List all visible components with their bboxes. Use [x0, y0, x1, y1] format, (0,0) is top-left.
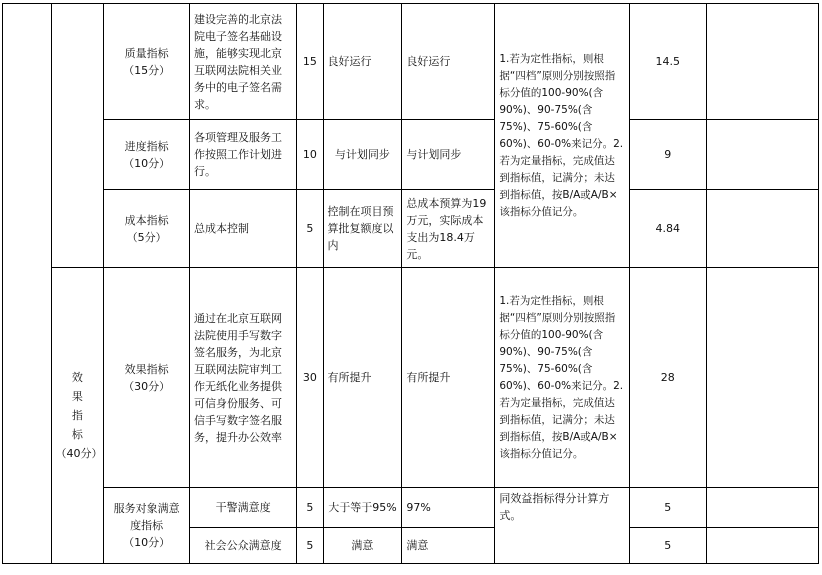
- table-row-quality: [3, 4, 819, 120]
- content-police-satisfaction: 干警满意度: [190, 488, 297, 528]
- table-row-progress: [3, 120, 819, 190]
- remarks-progress: [706, 120, 818, 190]
- table-row-cost: [3, 190, 819, 268]
- scoring-rule-satisfaction: 同效益指标得分计算方式。: [495, 488, 629, 564]
- target-progress: 与计划同步: [323, 120, 402, 190]
- target-public-satisfaction: 满意: [323, 528, 402, 564]
- performance-table: [2, 3, 819, 564]
- remarks-quality: [706, 4, 818, 120]
- target-quality: 良好运行: [323, 4, 402, 120]
- score-cost: 4.84: [629, 190, 706, 268]
- score-progress: 9: [629, 120, 706, 190]
- remarks-public-satisfaction: [706, 528, 818, 564]
- actual-cost: 总成本预算为19万元，实际成本支出为18.4万元。: [402, 190, 495, 268]
- indicator-satisfaction: 服务对象满意度指标 （10分）: [104, 488, 190, 564]
- target-effect: 有所提升: [323, 268, 402, 488]
- effect-category-cell: 效果指标 （40分）: [51, 268, 104, 564]
- output-category-cell: [51, 4, 104, 268]
- indicator-cost: 成本指标 （5分）: [104, 190, 190, 268]
- remarks-effect: [706, 268, 818, 488]
- content-effect: 通过在北京互联网法院使用手写数字签名服务，为北京互联网法院审判工作无纸化业务提供可信身份服务、可信手写数字签名服务，提升办公效率: [190, 268, 297, 488]
- weight-quality: 15: [297, 4, 323, 120]
- indicator-quality: 质量指标 （15分）: [104, 4, 190, 120]
- table-row-effect: [3, 268, 819, 488]
- weight-progress: 10: [297, 120, 323, 190]
- actual-police-satisfaction: 97%: [402, 488, 495, 528]
- weight-effect: 30: [297, 268, 323, 488]
- table-row-satisfaction-police: [3, 488, 819, 528]
- content-quality: 建设完善的北京法院电子签名基础设施，能够实现北京互联网法院相关业务中的电子签名需求。: [190, 4, 297, 120]
- remarks-cost: [706, 190, 818, 268]
- left-margin-cell: [3, 4, 52, 564]
- target-police-satisfaction: 大于等于95%: [323, 488, 402, 528]
- indicator-effect: 效果指标 （30分）: [104, 268, 190, 488]
- actual-progress: 与计划同步: [402, 120, 495, 190]
- actual-public-satisfaction: 满意: [402, 528, 495, 564]
- weight-police-satisfaction: 5: [297, 488, 323, 528]
- weight-public-satisfaction: 5: [297, 528, 323, 564]
- content-cost: 总成本控制: [190, 190, 297, 268]
- score-effect: 28: [629, 268, 706, 488]
- weight-cost: 5: [297, 190, 323, 268]
- actual-quality: 良好运行: [402, 4, 495, 120]
- target-cost: 控制在项目预算批复额度以内: [323, 190, 402, 268]
- actual-effect: 有所提升: [402, 268, 495, 488]
- score-police-satisfaction: 5: [629, 488, 706, 528]
- scoring-rule-effect: 1.若为定性指标，则根据“四档”原则分别按照指标分值的100-90%(含90%)、90-75%(含75%)、75-60%(含60%)、60-0%来记分。2.若为定量指标，完成值达到指标值，记满分；未达到指标值，按B/A或A/B×该指标分值记分。: [495, 268, 629, 488]
- scoring-rule-output: 1.若为定性指标，则根据“四档”原则分别按照指标分值的100-90%(含90%)、90-75%(含75%)、75-60%(含60%)、60-0%来记分。2.若为定量指标，完成值达到指标值，记满分；未达到指标值，按B/A或A/B×该指标分值记分。: [495, 4, 629, 268]
- indicator-progress: 进度指标 （10分）: [104, 120, 190, 190]
- content-public-satisfaction: 社会公众满意度: [190, 528, 297, 564]
- content-progress: 各项管理及服务工作按照工作计划进行。: [190, 120, 297, 190]
- score-public-satisfaction: 5: [629, 528, 706, 564]
- remarks-police-satisfaction: [706, 488, 818, 528]
- score-quality: 14.5: [629, 4, 706, 120]
